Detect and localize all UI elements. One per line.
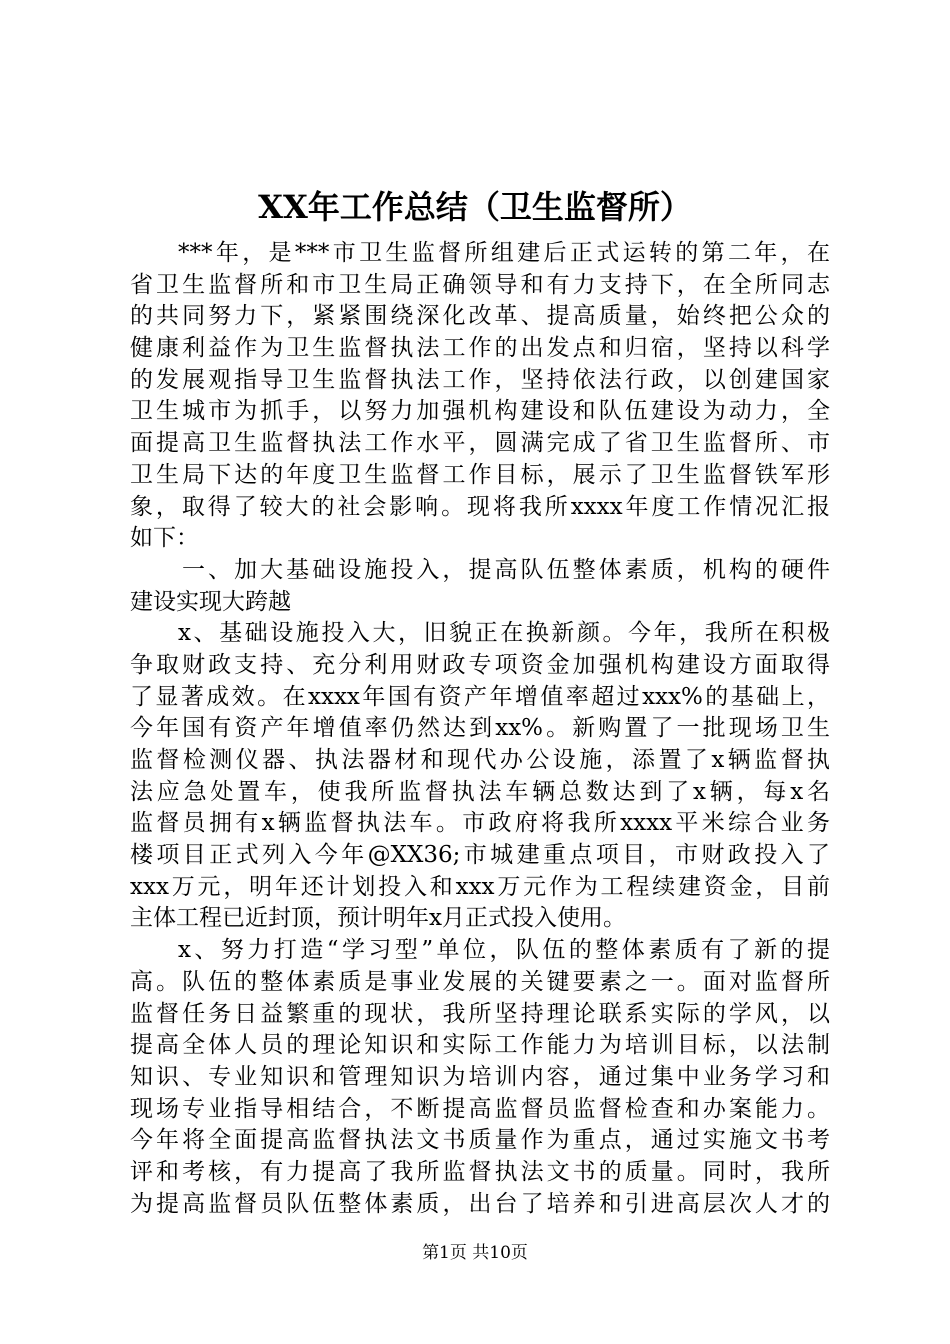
body-line: 主体工程已近封顶，预计明年x月正式投入使用。 [130, 905, 626, 932]
body-line: 法应急处置车，使我所监督执法车辆总数达到了x辆，每x名 [130, 778, 830, 805]
body-line: 卫生城市为抓手，以努力加强机构建设和队伍建设为动力，全 [130, 398, 830, 425]
body-line: 了显著成效。在xxxx年国有资产年增值率超过xxx%的基础上， [130, 683, 830, 710]
document-body [130, 238, 830, 1220]
body-line: ***年，是***市卫生监督所组建后正式运转的第二年，在 [178, 240, 830, 266]
body-line: x、基础设施投入大，旧貌正在换新颜。今年，我所在积极 [178, 620, 830, 647]
body-line: 健康利益作为卫生监督执法工作的出发点和归宿，坚持以科学 [130, 335, 830, 362]
body-line: 楼项目正式列入今年@XX36;市城建重点项目，市财政投入了 [130, 842, 830, 869]
body-line: 今年将全面提高监督执法文书质量作为重点，通过实施文书考 [130, 1127, 830, 1154]
body-line: 监督任务日益繁重的现状，我所坚持理论联系实际的学风，以 [130, 1000, 830, 1027]
body-line: 卫生局下达的年度卫生监督工作目标，展示了卫生监督铁军形 [130, 461, 830, 488]
body-line: 的发展观指导卫生监督执法工作，坚持依法行政，以创建国家 [130, 366, 830, 393]
body-line: 今年国有资产年增值率仍然达到xx%。新购置了一批现场卫生 [130, 715, 830, 742]
document-title: XX年工作总结（卫生监督所） [258, 188, 692, 226]
body-line: 现场专业指导相结合，不断提高监督员监督检查和办案能力。 [130, 1095, 830, 1122]
body-line: 面提高卫生监督执法工作水平，圆满完成了省卫生监督所、市 [130, 430, 830, 457]
body-line: 提高全体人员的理论知识和实际工作能力为培训目标，以法制 [130, 1032, 830, 1059]
body-line: 监督检测仪器、执法器材和现代办公设施，添置了x辆监督执 [130, 747, 830, 773]
body-line: 建设实现大跨越 [130, 588, 291, 615]
body-line: 争取财政支持、充分利用财政专项资金加强机构建设方面取得 [130, 651, 830, 678]
body-line: 高。队伍的整体素质是事业发展的关键要素之一。面对监督所 [130, 968, 830, 995]
body-line: 象，取得了较大的社会影响。现将我所xxxx年度工作情况汇报 [130, 493, 830, 520]
body-line: 省卫生监督所和市卫生局正确领导和有力支持下，在全所同志 [130, 271, 830, 298]
body-line: xxx万元，明年还计划投入和xxx万元作为工程续建资金，目前 [130, 873, 830, 900]
body-line: 知识、专业知识和管理知识为培训内容，通过集中业务学习和 [130, 1063, 830, 1090]
page-footer: 第1页 共10页 [422, 1243, 528, 1263]
body-line: x、努力打造“学习型”单位，队伍的整体素质有了新的提 [178, 937, 830, 964]
body-line: 一、加大基础设施投入，提高队伍整体素质，机构的硬件 [182, 556, 830, 583]
body-line: 如下： [130, 525, 199, 552]
body-line: 的共同努力下，紧紧围绕深化改革、提高质量，始终把公众的 [130, 303, 830, 330]
body-line: 监督员拥有x辆监督执法车。市政府将我所xxxx平米综合业务 [130, 810, 830, 837]
body-line: 为提高监督员队伍整体素质，出台了培养和引进高层次人才的 [130, 1190, 830, 1217]
body-line: 评和考核，有力提高了我所监督执法文书的质量。同时，我所 [130, 1158, 830, 1185]
